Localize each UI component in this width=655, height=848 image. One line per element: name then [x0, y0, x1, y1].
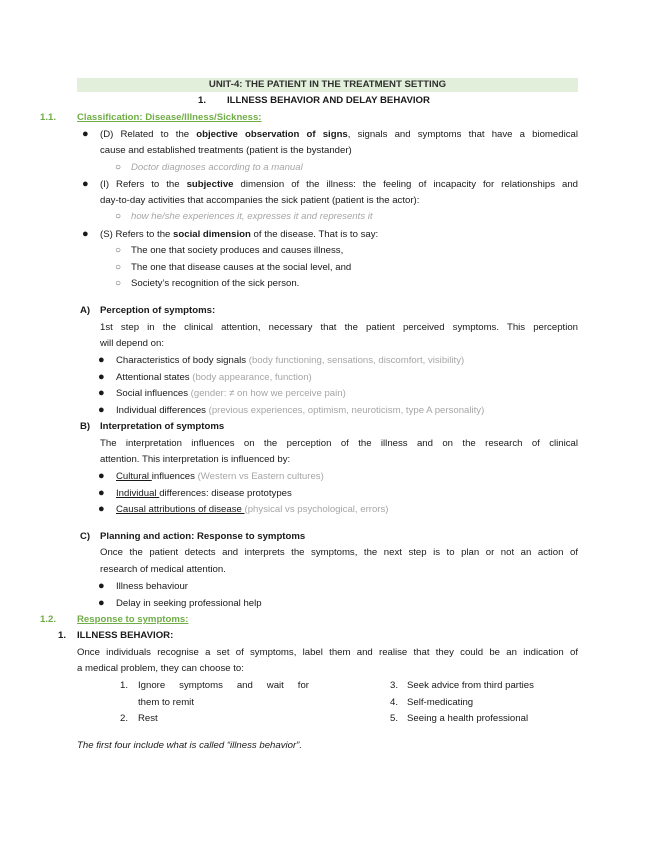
list-item: Illness behaviour	[116, 581, 188, 592]
list-item: Self-medicating	[407, 697, 474, 708]
section-c-letter: C)	[80, 531, 91, 542]
item-text: influences	[151, 471, 198, 482]
section-b-letter: B)	[80, 421, 91, 432]
sickness-subpoint: The one that disease causes at the social level, and	[131, 262, 352, 273]
bullet-circle: ○	[115, 211, 122, 222]
list-item	[116, 386, 346, 403]
bullet-circle: ○	[115, 278, 122, 289]
bullet-dot: ●	[98, 371, 105, 383]
bullet-dot: ●	[98, 470, 105, 482]
unit-title: UNIT-4: THE PATIENT IN THE TREATMENT SETTING	[208, 79, 447, 90]
bullet-circle: ○	[115, 262, 122, 273]
section-a-title: Perception of symptoms:	[100, 305, 216, 316]
list-number: 3.	[390, 680, 399, 691]
sickness-bold: social dimension	[173, 229, 251, 240]
item-underlined: Causal attributions of disease	[116, 504, 245, 515]
bullet-dot: ●	[98, 580, 105, 592]
sickness-text-end: of the disease. That is to say:	[250, 229, 379, 240]
subsection-title: Classification: Disease/Illness/Sickness:	[77, 112, 262, 123]
section-b-title: Interpretation of symptoms	[100, 421, 225, 432]
list-item	[116, 502, 388, 519]
section-number: 1.	[198, 95, 207, 106]
item-note: (Western vs Eastern cultures)	[197, 471, 324, 482]
list-number: 2.	[120, 713, 129, 724]
bullet-circle: ○	[115, 162, 122, 173]
bullet-circle: ○	[115, 245, 122, 256]
section-title: ILLNESS BEHAVIOR AND DELAY BEHAVIOR	[227, 95, 430, 106]
illness-subpoint: how he/she experiences it, expresses it and represents it	[131, 211, 373, 222]
disease-text-end: , signals and symptoms that have a biomedical	[347, 129, 578, 140]
illness-behavior-paragraph-line2: a medical problem, they can choose to:	[77, 663, 244, 674]
list-item	[116, 486, 292, 503]
item-text: Attentional states	[116, 372, 193, 383]
item-note: (physical vs psychological, errors)	[244, 504, 389, 515]
illness-text-end: dimension of the illness: the feeling of incapacity for relationships and	[233, 179, 579, 190]
item-note: (body appearance, function)	[192, 372, 312, 383]
disease-text: (D) Related to the	[100, 129, 197, 140]
section-c-title: Planning and action: Response to symptoms	[100, 531, 306, 542]
list-item: Seek advice from third parties	[407, 680, 534, 691]
bullet-dot: ●	[98, 597, 105, 609]
list-item: Seeing a health professional	[407, 713, 529, 724]
item-note: (body functioning, sensations, discomfort, visibility)	[248, 355, 465, 366]
disease-definition-line2: cause and established treatments (patient is the bystander)	[100, 145, 352, 156]
section-c-paragraph: Once the patient detects and interprets the symptoms, the next step is to plan or not an action of	[100, 547, 578, 558]
illness-definition	[100, 177, 578, 194]
bullet-dot: ●	[98, 354, 105, 366]
list-item-line2: them to remit	[138, 697, 194, 708]
section-c-paragraph-line2: research of medical attention.	[100, 564, 226, 575]
item-note: (gender: ≠ on how we perceive pain)	[190, 388, 346, 399]
item-text: Social influences	[116, 388, 191, 399]
list-item	[116, 370, 312, 387]
sickness-subpoint: Society’s recognition of the sick person.	[131, 278, 300, 289]
illness-definition-line2: day-to-day activities that accompanies the sick patient (patient is the actor):	[100, 195, 420, 206]
list-item: Delay in seeking professional help	[116, 598, 262, 609]
list-number: 5.	[390, 713, 399, 724]
list-number: 4.	[390, 697, 399, 708]
list-number: 1.	[120, 680, 129, 691]
bullet-dot: ●	[98, 404, 105, 416]
illness-text: (I) Refers to the	[100, 179, 187, 190]
section-a-paragraph-line2: will depend on:	[100, 338, 165, 349]
section-b-paragraph: The interpretation influences on the perception of the illness and on the research of clinical	[100, 438, 578, 449]
disease-definition	[100, 127, 578, 144]
list-item: Ignore symptoms and wait for	[138, 680, 309, 691]
bullet-dot: ●	[82, 178, 89, 190]
list-item	[116, 469, 324, 486]
bullet-dot: ●	[98, 487, 105, 499]
subsection-title: Response to symptoms:	[77, 614, 189, 625]
item-text: Characteristics of body signals	[116, 355, 249, 366]
section-a-letter: A)	[80, 305, 91, 316]
disease-bold: objective observation of signs	[196, 129, 348, 140]
list-item	[116, 403, 484, 420]
illness-behavior-number: 1.	[58, 630, 67, 641]
sickness-text: (S) Refers to the	[100, 229, 174, 240]
disease-subpoint: Doctor diagnoses according to a manual	[131, 162, 303, 173]
illness-bold: subjective	[186, 179, 234, 190]
sickness-definition	[100, 227, 378, 244]
illness-behavior-paragraph: Once individuals recognise a set of symptoms, label them and realise that they could be an indication of	[77, 647, 578, 658]
footnote: The first four include what is called “illness behavior”.	[77, 740, 303, 751]
section-b-paragraph-line2: attention. This interpretation is influenced by:	[100, 454, 291, 465]
bullet-dot: ●	[98, 503, 105, 515]
bullet-dot: ●	[98, 387, 105, 399]
item-text: differences: disease prototypes	[159, 488, 292, 499]
list-item: Rest	[138, 713, 158, 724]
list-item	[116, 353, 464, 370]
item-underlined: Individual	[116, 488, 160, 499]
item-note: (previous experiences, optimism, neuroticism, type A personality)	[208, 405, 485, 416]
sickness-subpoint: The one that society produces and causes illness,	[131, 245, 344, 256]
subsection-number: 1.2.	[40, 614, 57, 625]
item-underlined: Cultural	[116, 471, 152, 482]
section-a-paragraph: 1st step in the clinical attention, necessary that the patient perceived symptoms. This perception	[100, 322, 578, 333]
subsection-number: 1.1.	[40, 112, 57, 123]
bullet-dot: ●	[82, 228, 89, 240]
item-text: Individual differences	[116, 405, 209, 416]
illness-behavior-title: ILLNESS BEHAVIOR:	[77, 630, 174, 641]
bullet-dot: ●	[82, 128, 89, 140]
